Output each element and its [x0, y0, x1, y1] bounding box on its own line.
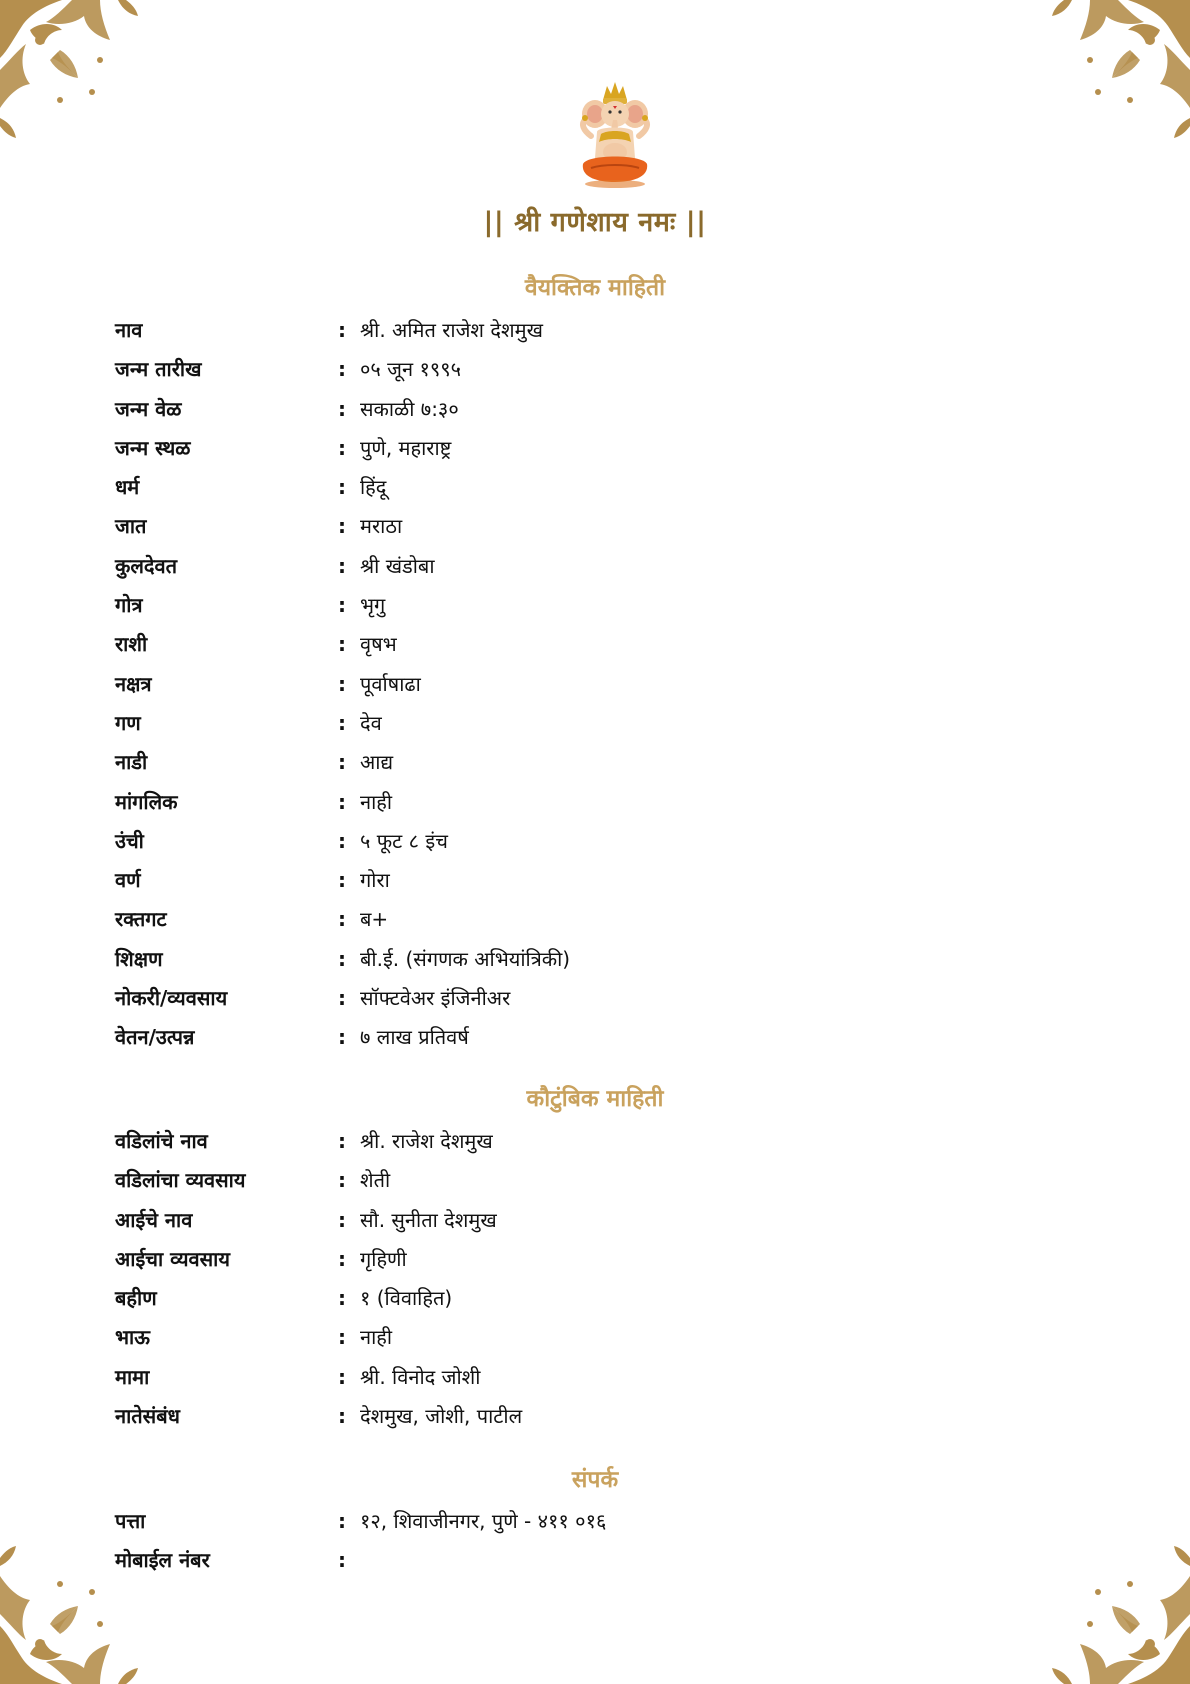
- contact-details-list: [115, 1502, 1075, 1581]
- detail-value: हिंदू: [360, 475, 387, 500]
- detail-value: ब+: [360, 907, 389, 932]
- detail-label: भाऊ: [115, 1325, 150, 1350]
- detail-separator: :: [338, 710, 346, 735]
- detail-row: [115, 625, 1075, 664]
- detail-value: पुणे, महाराष्ट्र: [360, 435, 452, 460]
- detail-separator: :: [338, 671, 346, 696]
- detail-value: सौ. सुनीता देशमुख: [360, 1207, 497, 1232]
- detail-label: वडिलांचा व्यवसाय: [115, 1168, 246, 1193]
- detail-row: [115, 547, 1075, 586]
- section-title-personal: वैयक्तिक माहिती: [524, 275, 666, 301]
- detail-label: जन्म वेळ: [115, 396, 182, 421]
- detail-separator: :: [338, 1404, 346, 1429]
- detail-value: सकाळी ७:३०: [360, 396, 459, 421]
- detail-row: [115, 586, 1075, 625]
- detail-row: [115, 783, 1075, 822]
- detail-row: [115, 429, 1075, 468]
- detail-value: पूर्वाषाढा: [360, 671, 421, 696]
- detail-value: ५ फूट ८ इंच: [360, 828, 448, 853]
- detail-label: राशी: [115, 632, 148, 657]
- detail-separator: :: [338, 1207, 346, 1232]
- detail-value: १ (विवाहित): [360, 1286, 453, 1311]
- detail-value: श्री. राजेश देशमुख: [360, 1129, 493, 1153]
- detail-value: गृहिणी: [360, 1246, 407, 1271]
- detail-label: वेतन/उत्पन्न: [115, 1025, 195, 1050]
- detail-label: जन्म स्थळ: [115, 435, 191, 460]
- detail-row: [115, 665, 1075, 704]
- detail-separator: :: [338, 1286, 346, 1311]
- invocation-heading: || श्री गणेशाय नमः ||: [483, 207, 707, 238]
- detail-value: सॉफ्टवेअर इंजिनीअर: [360, 986, 511, 1011]
- detail-label: कुलदेवत: [115, 553, 178, 578]
- detail-separator: :: [338, 1548, 346, 1573]
- detail-label: गण: [115, 710, 141, 735]
- detail-value: श्री. अमित राजेश देशमुख: [360, 318, 543, 342]
- detail-row: [115, 1240, 1075, 1279]
- personal-details-list: [115, 311, 1075, 1058]
- detail-separator: :: [338, 475, 346, 500]
- detail-row: [115, 940, 1075, 979]
- detail-separator: :: [338, 1325, 346, 1350]
- detail-row: [115, 390, 1075, 429]
- detail-value: ७ लाख प्रतिवर्ष: [360, 1025, 469, 1050]
- detail-label: धर्म: [115, 475, 140, 500]
- detail-separator: :: [338, 789, 346, 814]
- detail-row: [115, 1502, 1075, 1541]
- detail-separator: :: [338, 1509, 346, 1533]
- detail-separator: :: [338, 907, 346, 932]
- detail-value: वृषभ: [360, 632, 397, 657]
- detail-row: [115, 1318, 1075, 1357]
- detail-value: भृगु: [360, 593, 386, 618]
- detail-separator: :: [338, 828, 346, 853]
- detail-value: नाही: [360, 789, 393, 814]
- detail-row: [115, 311, 1075, 350]
- detail-row: [115, 1018, 1075, 1057]
- detail-value: मराठा: [360, 514, 403, 539]
- detail-separator: :: [338, 1246, 346, 1271]
- detail-separator: :: [338, 750, 346, 775]
- detail-separator: :: [338, 396, 346, 421]
- detail-value: ०५ जून १९९५: [360, 357, 462, 382]
- detail-label: नाडी: [115, 750, 148, 775]
- detail-label: मांगलिक: [115, 789, 178, 814]
- floral-corner-ornament-icon: [1030, 0, 1190, 160]
- detail-separator: :: [338, 986, 346, 1011]
- detail-row: [115, 507, 1075, 546]
- detail-label: आईचे नाव: [115, 1207, 193, 1232]
- detail-value: १२, शिवाजीनगर, पुणे - ४११ ०१६: [360, 1509, 607, 1533]
- detail-label: वर्ण: [115, 868, 141, 893]
- detail-label: नातेसंबंध: [115, 1404, 180, 1429]
- detail-row: [115, 861, 1075, 900]
- detail-value: श्री खंडोबा: [360, 553, 435, 578]
- detail-separator: :: [338, 553, 346, 578]
- detail-label: जात: [115, 514, 147, 539]
- detail-label: बहीण: [115, 1286, 157, 1311]
- detail-separator: :: [338, 435, 346, 460]
- detail-label: वडिलांचे नाव: [115, 1129, 208, 1153]
- detail-row: [115, 743, 1075, 782]
- detail-row: [115, 822, 1075, 861]
- family-details-list: [115, 1122, 1075, 1436]
- detail-row: [115, 900, 1075, 939]
- detail-label: नक्षत्र: [115, 671, 152, 696]
- detail-label: नोकरी/व्यवसाय: [115, 986, 228, 1011]
- detail-value: देव: [360, 710, 382, 735]
- detail-label: आईचा व्यवसाय: [115, 1246, 230, 1271]
- detail-separator: :: [338, 632, 346, 657]
- detail-value: शेती: [360, 1168, 391, 1193]
- ganesha-icon: [573, 78, 657, 190]
- detail-label: जन्म तारीख: [115, 357, 202, 382]
- detail-row: [115, 468, 1075, 507]
- detail-row: [115, 979, 1075, 1018]
- detail-row: [115, 1279, 1075, 1318]
- detail-separator: :: [338, 946, 346, 971]
- detail-label: मोबाईल नंबर: [115, 1548, 210, 1573]
- detail-separator: :: [338, 1129, 346, 1153]
- detail-separator: :: [338, 593, 346, 618]
- detail-separator: :: [338, 514, 346, 539]
- floral-corner-ornament-icon: [0, 0, 160, 160]
- detail-separator: :: [338, 1025, 346, 1050]
- detail-row: [115, 1161, 1075, 1200]
- detail-label: नाव: [115, 318, 143, 342]
- detail-value: नाही: [360, 1325, 393, 1350]
- detail-label: मामा: [115, 1364, 150, 1389]
- detail-label: उंची: [115, 828, 144, 853]
- detail-row: [115, 1201, 1075, 1240]
- detail-row: [115, 1541, 1075, 1580]
- detail-label: गोत्र: [115, 593, 143, 618]
- detail-value: गोरा: [360, 868, 390, 893]
- detail-row: [115, 1122, 1075, 1161]
- detail-value: बी.ई. (संगणक अभियांत्रिकी): [360, 946, 571, 971]
- detail-separator: :: [338, 868, 346, 893]
- detail-row: [115, 1397, 1075, 1436]
- detail-value: श्री. विनोद जोशी: [360, 1364, 481, 1389]
- detail-separator: :: [338, 1168, 346, 1193]
- detail-label: शिक्षण: [115, 946, 163, 971]
- section-title-contact: संपर्क: [571, 1467, 619, 1493]
- detail-row: [115, 1358, 1075, 1397]
- detail-row: [115, 350, 1075, 389]
- detail-separator: :: [338, 318, 346, 342]
- detail-separator: :: [338, 357, 346, 382]
- detail-label: रक्तगट: [115, 907, 167, 932]
- detail-label: पत्ता: [115, 1509, 146, 1533]
- detail-row: [115, 704, 1075, 743]
- section-title-family: कौटुंबिक माहिती: [526, 1086, 664, 1112]
- detail-value: आद्य: [360, 750, 394, 775]
- detail-separator: :: [338, 1364, 346, 1389]
- detail-value: देशमुख, जोशी, पाटील: [360, 1404, 523, 1429]
